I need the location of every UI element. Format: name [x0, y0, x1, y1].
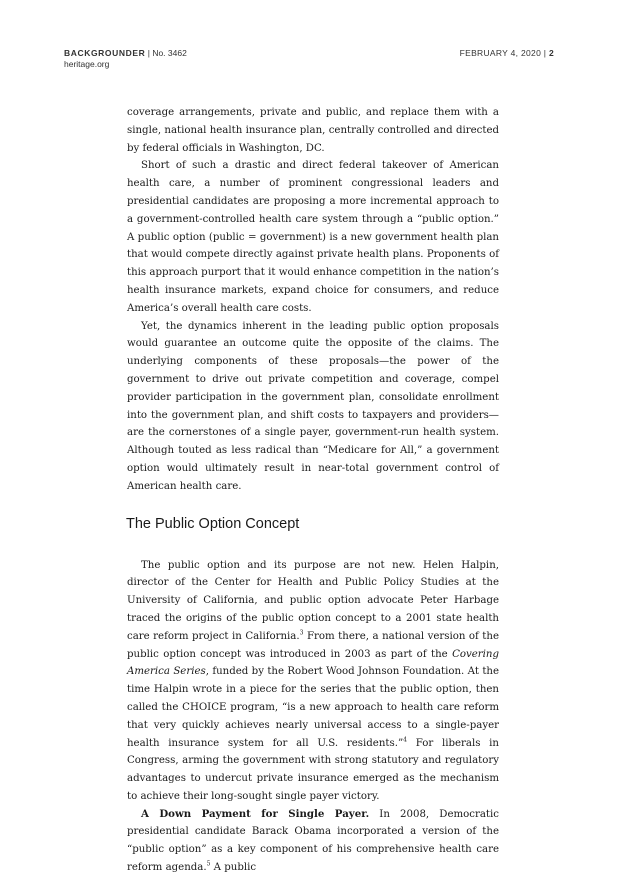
paragraph-4 [127, 557, 499, 806]
series-title: Covering America Series [127, 648, 499, 678]
article-body [127, 104, 499, 877]
publication-date: FEBRUARY 4, 2020 [459, 48, 542, 58]
section-heading: The Public Option Concept [126, 515, 300, 532]
header-separator: | [147, 48, 150, 58]
site-url: heritage.org [64, 59, 110, 69]
paragraph-3: Yet, the dynamics inherent in the leading public option proposals would guarantee an outcome quite the opposite of the claims. The underlying components of these proposals—the power of the government to drive out private competition and coverage, compel provider participation in the government plan, consolidate enrollment into the government plan, and shift costs to taxpayers and providers—are the cornerstones of a single payer, government-run health system. Although touted as less radical than “Medicare for All,” a government option would ultimately result in near-total government control of American health care. [127, 320, 499, 492]
paragraph-1: coverage arrangements, private and public, and replace them with a single, national health insurance plan, centrally controlled and directed by federal officials in Washington, DC. [127, 107, 499, 154]
report-number: No. 3462 [152, 48, 187, 58]
footnote-5[interactable]: 5 [206, 860, 211, 868]
p4-text-b: From there, a national version of the public option concept was introduced in 2003 as part of the [127, 630, 499, 660]
paragraph-5 [127, 806, 499, 877]
paragraph-2: Short of such a drastic and direct federal takeover of American health care, a number of prominent congressional leaders and presidential candidates are proposing a more incremental approach to a government-controlled health care system through a “public option.” A public option (public = government) is a new government health plan that would compete directly against private health plans. Proponents of this approach purport that it would enhance competition in the nation’s health insurance markets, expand choice for consumers, and reduce America’s overall health care costs. [127, 160, 499, 314]
series-line [64, 48, 187, 59]
run-in-heading: A Down Payment for Single Payer. [141, 807, 370, 820]
footnote-3[interactable]: 3 [299, 629, 304, 637]
p4-text-e: For liberals in Congress, arming the government with strong statutory and regulatory advantages to undercut private insurance emerged as the mechanism to achieve their long-sought single payer victory. [127, 737, 499, 802]
page-number: 2 [548, 48, 554, 58]
header-left [64, 48, 187, 70]
footnote-4[interactable]: 4 [403, 736, 407, 744]
series-name: BACKGROUNDER [64, 48, 146, 58]
header-right [460, 48, 554, 59]
p4-text-a: The public option and its purpose are not new. Helen Halpin, director of the Center for Health and Public Policy Studies at the University of California, and public option advocate Peter Harbage traced the origins of the public option concept to a 2001 state health care reform project in California. [127, 559, 499, 642]
p5-text-b: A public [210, 862, 257, 874]
p4-text-d: , funded by the Robert Wood Johnson Foundation. At the time Halpin wrote in a piece for the series that the public option, then called the CHOICE program, “is a new approach to health care reform that very quickly achieves nearly universal access to a single-payer health insurance system for all U.S. residents.” [127, 666, 500, 749]
p5-text-a: In 2008, Democratic presidential candidate Barack Obama incorporated a version of the “public option” as a key component of his comprehensive health care reform agenda. [127, 808, 499, 874]
header-separator-right: | [543, 48, 547, 58]
